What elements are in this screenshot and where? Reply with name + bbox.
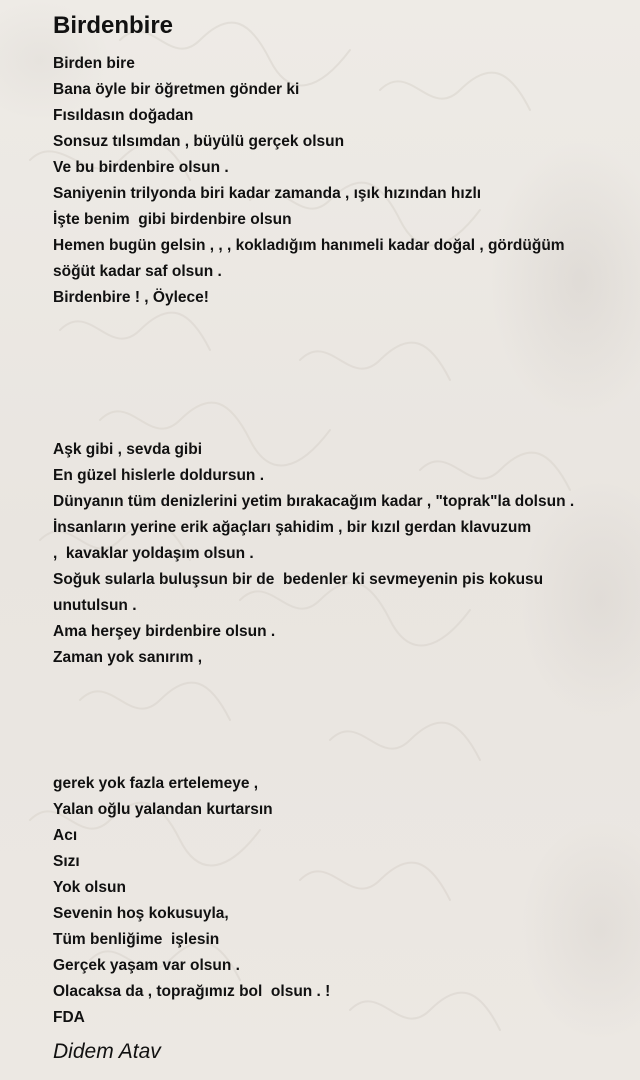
- poem-line: Ve bu birdenbire olsun .: [53, 159, 229, 176]
- poem-line: Gerçek yaşam var olsun .: [53, 957, 240, 974]
- poem-line: Sızı: [53, 853, 80, 870]
- poem-line: Hemen bugün gelsin , , , kokladığım hanımeli kadar doğal , gördüğüm: [53, 237, 565, 254]
- stanza-3: [53, 771, 613, 1031]
- stanza-1: [53, 51, 613, 311]
- poem-line: söğüt kadar saf olsun .: [53, 263, 222, 280]
- poem-line: İşte benim gibi birdenbire olsun: [53, 211, 292, 228]
- poem-line: Aşk gibi , sevda gibi: [53, 441, 203, 458]
- poem-line: Dünyanın tüm denizlerini yetim bırakacağım kadar , "toprak"la dolsun .: [53, 493, 575, 510]
- author-name: Didem Atav: [53, 1040, 161, 1063]
- poem-line: Zaman yok sanırım ,: [53, 649, 203, 666]
- poem-line: Sevenin hoş kokusuyla,: [53, 905, 229, 922]
- poem-line: Acı: [53, 827, 78, 844]
- poem-line: unutulsun .: [53, 597, 137, 614]
- poem-line: gerek yok fazla ertelemeye ,: [53, 775, 259, 792]
- poem-line: Birdenbire ! , Öylece!: [53, 289, 209, 306]
- poem-line: Tüm benliğime işlesin: [53, 931, 220, 948]
- poem-line: FDA: [53, 1009, 85, 1026]
- poem-line: Birden bire: [53, 55, 135, 72]
- poem-line: Fısıldasın doğadan: [53, 107, 194, 124]
- poem-line: Soğuk sularla buluşsun bir de bedenler ki sevmeyenin pis kokusu: [53, 571, 544, 588]
- poem-line: Sonsuz tılsımdan , büyülü gerçek olsun: [53, 133, 345, 150]
- poem-line: Olacaksa da , toprağımız bol olsun . !: [53, 983, 331, 1000]
- poem-line: Bana öyle bir öğretmen gönder ki: [53, 81, 300, 98]
- poem-line: , kavaklar yoldaşım olsun .: [53, 545, 254, 562]
- poem-line: Ama herşey birdenbire olsun .: [53, 623, 276, 640]
- poem-title: Birdenbire: [53, 12, 174, 39]
- poem-line: Saniyenin trilyonda biri kadar zamanda , ışık hızından hızlı: [53, 185, 482, 202]
- stanza-2: [53, 437, 613, 671]
- poem-line: En güzel hislerle doldursun .: [53, 467, 264, 484]
- poem-line: Yalan oğlu yalandan kurtarsın: [53, 801, 273, 818]
- poem-line: Yok olsun: [53, 879, 126, 896]
- poem-line: İnsanların yerine erik ağaçları şahidim , bir kızıl gerdan klavuzum: [53, 519, 532, 536]
